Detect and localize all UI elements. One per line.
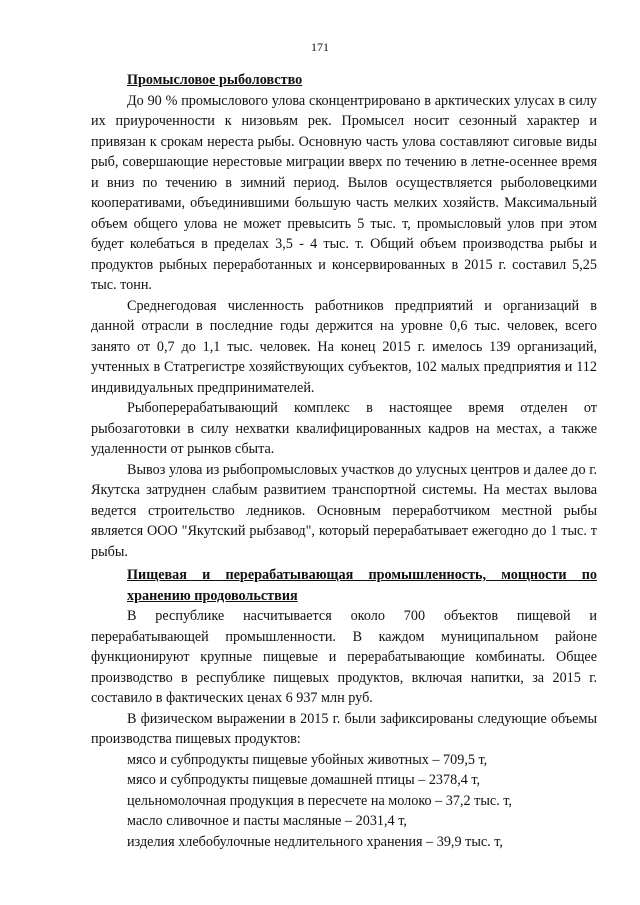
paragraph-fishing-catch: До 90 % промыслового улова сконцентрировано в арктических улусах в силу их приуроченности к низовьям рек. Промысел носит сезонный характер и привязан к срокам нереста рыбы. Основную часть улова составляют сиговые виды рыб, совершающие нерестовые миграции вверх по течению в летне-осеннее время и вниз по течению в зимний период. Вылов осуществляется рыболовецкими кооперативами, объединившими большую часть мелких хозяйств. Максимальный объем общего улова не может превысить 5 тыс. т, промысловый улов при этом будет колебаться в пределах 3,5 - 4 тыс. т. Общий объем производства рыбы и продуктов рыбных переработанных и консервированных в 2015 г. составил 5,25 тыс. тонн. (91, 92, 597, 293)
list-item: цельномолочная продукция в пересчете на молоко – 37,2 тыс. т, (127, 792, 512, 809)
paragraph-fishing-employment: Среднегодовая численность работников предприятий и организаций в данной отрасли в последние годы держится на уровне 0,6 тыс. человек, всего занято от 0,7 до 1,1 тыс. человек. На конец 2015 г. имелось 139 организаций, учтенных в Статрегистре хозяйствующих субъектов, 102 малых предприятия и 112 индивидуальных предпринимателей. (91, 297, 597, 396)
list-item: изделия хлебобулочные недлительного хранения – 39,9 тыс. т, (127, 833, 503, 850)
page-number: 171 (311, 40, 329, 54)
section-heading-fishing: Промысловое рыболовство (127, 72, 303, 88)
section-heading-food-industry: Пищевая и перерабатывающая промышленность, мощности по хранению продовольствия (127, 567, 597, 604)
list-item: мясо и субпродукты пищевые убойных животных – 709,5 т, (127, 751, 488, 768)
paragraph-food-industry-volumes: В физическом выражении в 2015 г. были зафиксированы следующие объемы производства пищевых продуктов: (91, 710, 597, 747)
paragraph-fishing-transport: Вывоз улова из рыбопромысловых участков до улусных центров и далее до г. Якутска затруднен слабым развитием транспортной системы. На местах вылова ведется строительство ледников. Основным переработчиком местной рыбы является ООО "Якутский рыбзавод", который перерабатывает ежегодно до 1 тыс. т рыбы. (91, 461, 597, 560)
paragraph-fishing-processing: Рыбоперерабатывающий комплекс в настоящее время отделен от рыбозаготовки в силу нехватки квалифицированных кадров на местах, а также удаленности от рынков сбыта. (91, 400, 597, 457)
list-item: мясо и субпродукты пищевые домашней птицы – 2378,4 т, (127, 772, 481, 788)
list-item: масло сливочное и пасты масляные – 2031,4 т, (127, 813, 407, 829)
paragraph-food-industry-overview: В республике насчитывается около 700 объектов пищевой и перерабатывающей промышленности. В каждом муниципальном районе функционируют крупные пищевые и перерабатывающие комбинаты. Общее производство в республике пищевых продуктов, включая напитки, за 2015 г. составило в фактических ценах 6 937 млн руб. (91, 608, 597, 706)
page-content (91, 70, 597, 852)
